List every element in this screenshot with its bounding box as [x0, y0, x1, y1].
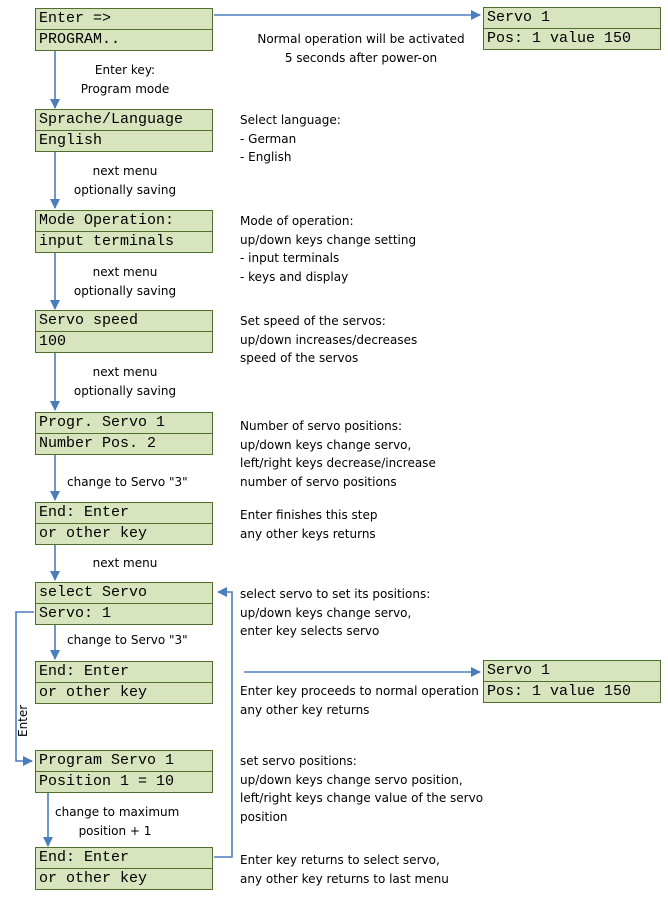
lcd-line-2: Pos: 1 value 150 [484, 681, 660, 702]
lcd-line-1: select Servo [39, 584, 148, 601]
lcd-line-2: Servo: 1 [36, 603, 212, 624]
desc-mode: Mode of operation: up/down keys change setting - input terminals - keys and display [240, 214, 417, 284]
lcd-line-2: PROGRAM.. [36, 29, 212, 50]
lcd-line-1: Program Servo 1 [39, 752, 175, 769]
lcd-end-3 [35, 847, 213, 890]
lcd-servo-normal-mid [483, 660, 661, 703]
lcd-enter-program [35, 8, 213, 51]
lcd-line-1: Servo 1 [487, 9, 551, 26]
desc-normal-operation: Normal operation will be activated 5 seconds after power-on [257, 32, 465, 65]
lcd-end-1 [35, 502, 213, 545]
lcd-line-2: input terminals [36, 231, 212, 252]
desc-set-positions: set servo positions: up/down keys change servo position, left/right keys change value of the servo position [240, 754, 484, 824]
lcd-program-servo [35, 750, 213, 793]
label-change-max: change to maximum position + 1 [55, 805, 180, 838]
lcd-mode-operation [35, 210, 213, 253]
lcd-line-2: Position 1 = 10 [36, 771, 212, 792]
lcd-line-1: Progr. Servo 1 [39, 414, 166, 431]
desc-language: Select language: - German - English [240, 113, 341, 164]
lcd-line-1: Sprache/Language [39, 111, 184, 128]
label-next-saving-2: next menu optionally saving [73, 265, 177, 298]
label-change-servo-2: change to Servo "3" [67, 633, 188, 647]
desc-speed: Set speed of the servos: up/down increases/decreases speed of the servos [240, 314, 418, 365]
desc-proceed: Enter key proceeds to normal operation any other key returns [240, 684, 479, 717]
lcd-end-2 [35, 661, 213, 704]
lcd-language [35, 109, 213, 152]
lcd-servo-normal-top [483, 7, 661, 50]
lcd-line-1: Servo 1 [487, 662, 551, 679]
lcd-progr-servo [35, 412, 213, 455]
lcd-line-1: Servo speed [39, 312, 139, 329]
label-change-servo-1: change to Servo "3" [67, 475, 188, 489]
arrow-back-to-select [214, 592, 232, 857]
label-enter-key: Enter key: Program mode [80, 63, 170, 96]
lcd-line-2: Number Pos. 2 [36, 433, 212, 454]
lcd-line-1: End: Enter [39, 849, 130, 866]
label-next-saving-1: next menu optionally saving [73, 164, 177, 197]
lcd-line-1: Mode Operation: [39, 212, 175, 229]
lcd-servo-speed [35, 310, 213, 353]
arrow-enter-loop [16, 612, 34, 761]
label-enter-vertical: Enter [16, 704, 30, 737]
lcd-line-2: English [36, 130, 212, 151]
desc-finish: Enter finishes this step any other keys returns [240, 508, 378, 541]
desc-positions: Number of servo positions: up/down keys change servo, left/right keys decrease/increase number of servo positions [240, 419, 436, 489]
desc-return: Enter key returns to select servo, any other key returns to last menu [240, 853, 449, 886]
lcd-select-servo [35, 582, 213, 625]
lcd-line-1: Enter => [39, 10, 112, 27]
lcd-line-2: or other key [36, 868, 212, 889]
desc-select: select servo to set its positions: up/down keys change servo, enter key selects servo [240, 587, 431, 638]
lcd-line-1: End: Enter [39, 504, 130, 521]
lcd-line-2: 100 [36, 331, 212, 352]
lcd-line-2: Pos: 1 value 150 [484, 28, 660, 49]
lcd-line-2: or other key [36, 523, 212, 544]
label-next-saving-3: next menu optionally saving [73, 365, 177, 398]
label-next-menu: next menu [92, 556, 158, 570]
lcd-line-1: End: Enter [39, 663, 130, 680]
lcd-line-2: or other key [36, 682, 212, 703]
